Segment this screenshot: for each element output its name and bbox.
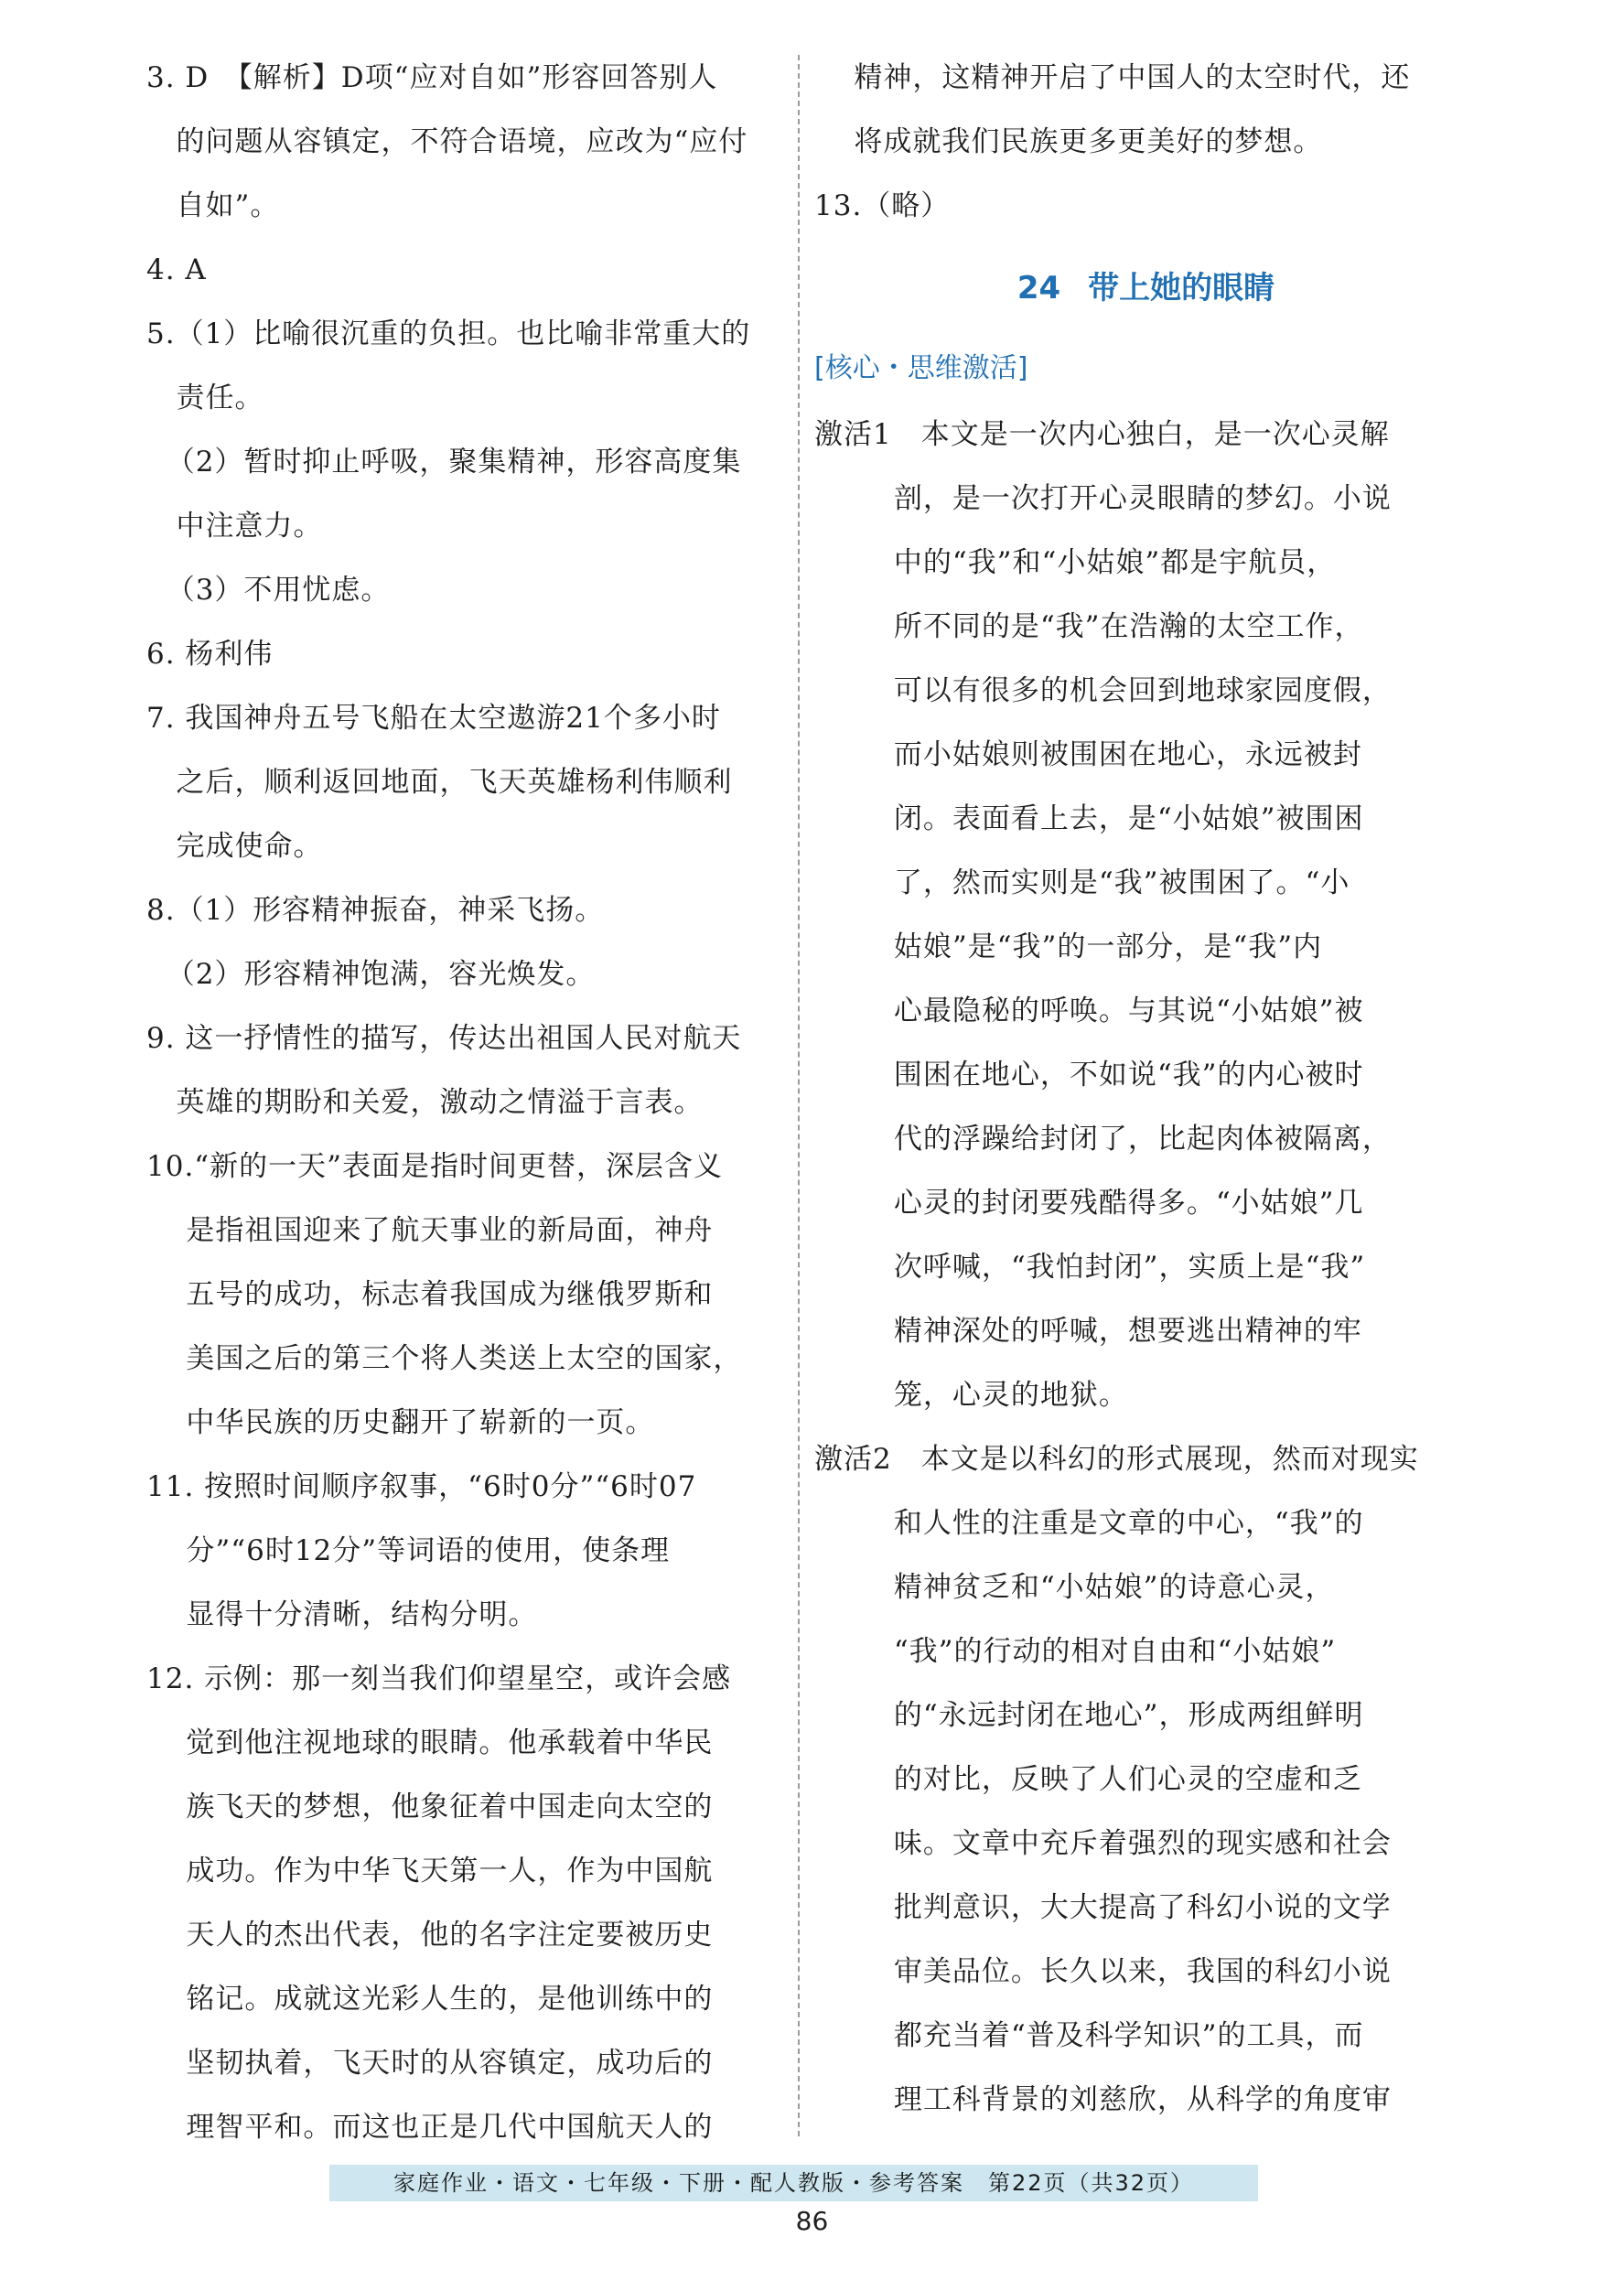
left-column (146, 46, 787, 2159)
text-line: 将成就我们民族更多更美好的梦想。 (814, 125, 1323, 158)
text-line: 成功。作为中华飞天第一人，作为中国航 (146, 1855, 714, 1887)
text-line: 心最隐秘的呼唤。与其说“小姑娘”被 (814, 995, 1364, 1027)
text-line: 剖，是一次打开心灵眼睛的梦幻。小说 (814, 482, 1392, 515)
text-line: 觉到他注视地球的眼睛。他承载着中华民 (146, 1726, 714, 1759)
text-line: 7. 我国神舟五号飞船在太空遨游21个多小时 (146, 702, 721, 735)
text-line: 5.（1）比喻很沉重的负担。也比喻非常重大的 (146, 317, 751, 350)
text-line: 责任。 (146, 382, 264, 414)
text-line: 都充当着“普及科学知识”的工具，而 (814, 2019, 1364, 2052)
text-line: 英雄的期盼和关爱，激动之情溢于言表。 (146, 1086, 704, 1119)
right-column (814, 46, 1478, 2132)
text-line: 心灵的封闭要残酷得多。“小姑娘”几 (814, 1187, 1364, 1220)
text-line: 闭。表面看上去，是“小姑娘”被围困 (814, 802, 1364, 835)
text-line: 显得十分清晰，结构分明。 (146, 1598, 538, 1631)
text-line: （2）暂时抑止呼吸，聚集精神，形容高度集 (146, 446, 742, 479)
text-line: 13.（略） (814, 189, 951, 222)
right-top-lines (814, 46, 1478, 238)
text-line: 6. 杨利伟 (146, 638, 274, 671)
text-line: 天人的杰出代表，他的名字注定要被历史 (146, 1919, 714, 1952)
text-line: 中注意力。 (146, 510, 323, 543)
text-line: 美国之后的第三个将人类送上太空的国家， (146, 1342, 743, 1375)
text-line: 10.“新的一天”表面是指时间更替，深层含义 (146, 1150, 723, 1183)
text-line: （2）形容精神饱满，容光焕发。 (146, 958, 596, 991)
text-line: 所不同的是“我”在浩瀚的太空工作， (814, 610, 1364, 643)
text-line: 精神贫乏和“小姑娘”的诗意心灵， (814, 1571, 1335, 1604)
text-line: 次呼喊，“我怕封闭”，实质上是“我” (814, 1251, 1366, 1284)
text-line: 理工科背景的刘慈欣，从科学的角度审 (814, 2083, 1392, 2116)
page-number: 86 (795, 2206, 829, 2236)
text-line: 铭记。成就这光彩人生的，是他训练中的 (146, 1983, 714, 2016)
text-line: 姑娘”是“我”的一部分，是“我”内 (814, 930, 1323, 963)
sub-heading: [核心・思维激活] (814, 352, 1028, 384)
text-line: 坚韧执着，飞天时的从容镇定，成功后的 (146, 2047, 714, 2080)
text-line: 理智平和。而这也正是几代中国航天人的 (146, 2111, 714, 2144)
text-line: 审美品位。长久以来，我国的科幻小说 (814, 1955, 1392, 1988)
text-line: 4. A (146, 253, 207, 286)
text-line: 中华民族的历史翻开了崭新的一页。 (146, 1406, 655, 1439)
text-line: 3. D 【解析】D项“应对自如”形容回答别人 (146, 61, 718, 94)
text-line: 族飞天的梦想，他象征着中国走向太空的 (146, 1791, 714, 1823)
text-line: 分”“6时12分”等词语的使用，使条理 (146, 1534, 671, 1567)
footer-bar: 家庭作业・语文・七年级・下册・配人教版・参考答案 第22页（共32页） (329, 2165, 1258, 2201)
text-line: 12. 示例：那一刻当我们仰望星空，或许会感 (146, 1662, 732, 1695)
text-line: 而小姑娘则被围困在地心，永远被封 (814, 738, 1362, 771)
text-line: 精神深处的呼喊，想要逃出精神的牢 (814, 1315, 1362, 1348)
text-line: 可以有很多的机会回到地球家园度假， (814, 674, 1392, 707)
text-line: 的问题从容镇定，不符合语境，应改为“应付 (146, 125, 748, 158)
text-line: 围困在地心，不如说“我”的内心被时 (814, 1059, 1364, 1092)
text-line: 激活2 本文是以科幻的形式展现，然而对现实 (814, 1443, 1419, 1476)
text-line: 味。文章中充斥着强烈的现实感和社会 (814, 1827, 1392, 1860)
text-line: 批判意识，大大提高了科幻小说的文学 (814, 1891, 1392, 1924)
text-line: （3）不用忧虑。 (146, 574, 391, 607)
section-title (814, 238, 1478, 339)
text-line: “我”的行动的相对自由和“小姑娘” (814, 1635, 1337, 1668)
text-line: 了，然而实则是“我”被围困了。“小 (814, 866, 1350, 899)
text-line: 9. 这一抒情性的描写，传达出祖国人民对航天 (146, 1022, 742, 1055)
text-line: 是指祖国迎来了航天事业的新局面，神舟 (146, 1214, 714, 1247)
text-line: 自如”。 (146, 189, 280, 222)
column-divider (798, 55, 800, 2136)
text-line: 中的“我”和“小姑娘”都是宇航员， (814, 546, 1337, 579)
section-number: 24 (1016, 270, 1061, 307)
section-title-text: 带上她的眼睛 (1088, 270, 1275, 307)
text-line: 激活1 本文是一次内心独白，是一次心灵解 (814, 418, 1390, 451)
text-line: 笼，心灵的地狱。 (814, 1379, 1128, 1412)
text-line: 五号的成功，标志着我国成为继俄罗斯和 (146, 1278, 714, 1311)
text-line: 11. 按照时间顺序叙事，“6时0分”“6时07 (146, 1470, 697, 1503)
text-line: 的对比，反映了人们心灵的空虚和乏 (814, 1763, 1362, 1796)
right-bottom-lines (814, 403, 1478, 2132)
text-line: 之后，顺利返回地面，飞天英雄杨利伟顺利 (146, 766, 733, 799)
text-line: 和人性的注重是文章的中心，“我”的 (814, 1507, 1364, 1540)
text-line: 8.（1）形容精神振奋，神采飞扬。 (146, 894, 605, 927)
text-line: 的“永远封闭在地心”，形成两组鲜明 (814, 1699, 1364, 1732)
text-line: 代的浮躁给封闭了，比起肉体被隔离， (814, 1123, 1392, 1156)
text-line: 完成使命。 (146, 830, 323, 863)
text-line: 精神，这精神开启了中国人的太空时代，还 (814, 61, 1411, 94)
